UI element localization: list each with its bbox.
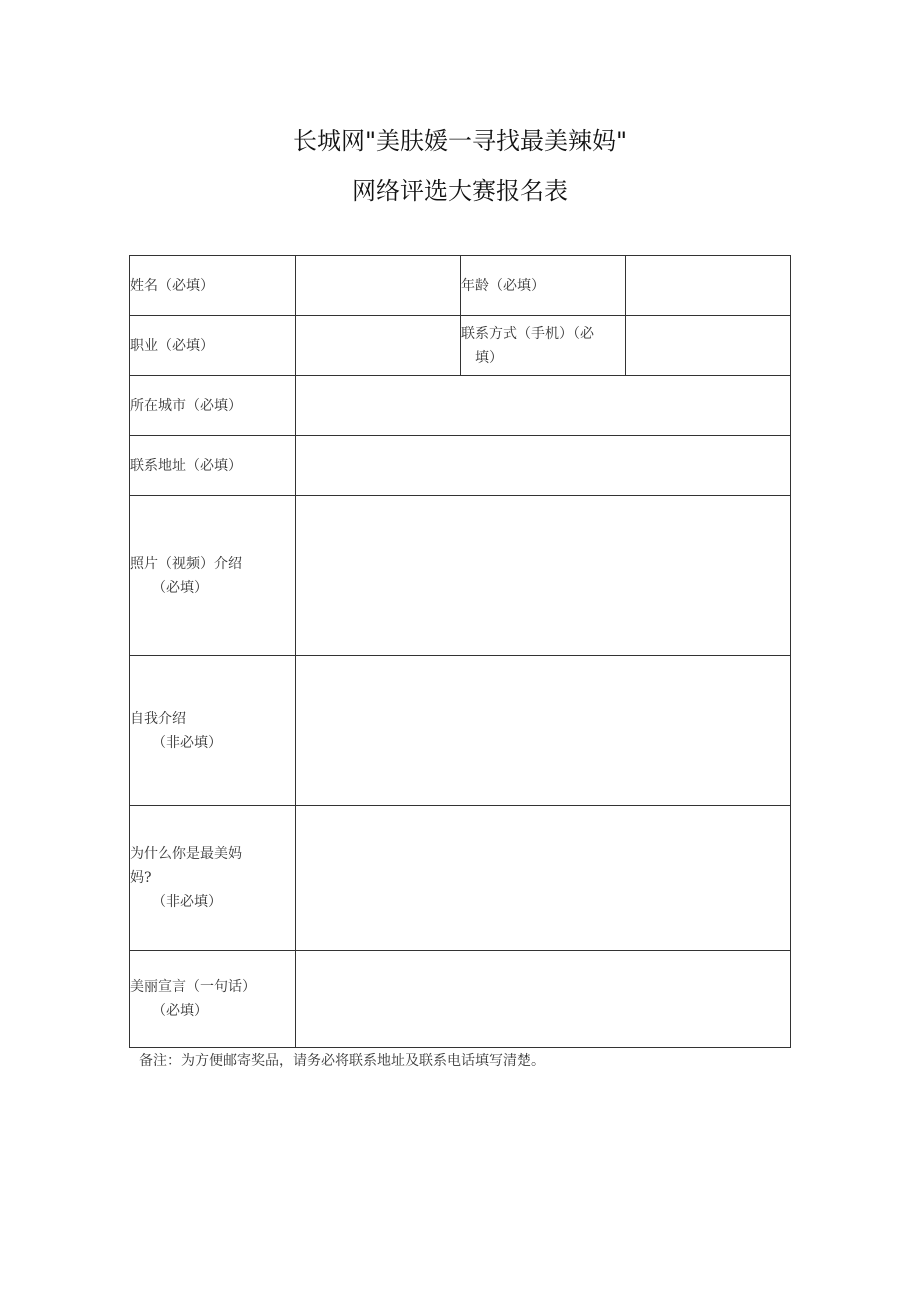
job-field[interactable] (296, 316, 461, 376)
photo-label-line2: （必填） (152, 579, 208, 596)
address-field[interactable] (296, 436, 791, 496)
intro-label-line1: 自我介绍 (130, 710, 186, 727)
slogan-label-line2: （必填） (152, 1003, 208, 1019)
form-title-line2: 网络评选大赛报名表 (352, 177, 568, 205)
why-label-line3: （非必填） (152, 894, 222, 910)
photo-field[interactable] (296, 496, 791, 656)
row-name-age (130, 256, 791, 316)
job-label: 职业（必填） (130, 316, 296, 376)
slogan-label-line1: 美丽宣言（一句话） (130, 979, 256, 995)
intro-field[interactable] (296, 656, 791, 806)
row-why (130, 806, 791, 951)
contact-label-line2: 填） (475, 349, 503, 366)
contact-field[interactable] (626, 316, 791, 376)
row-address (130, 436, 791, 496)
contact-label (461, 316, 626, 376)
name-label: 姓名（必填） (130, 256, 296, 316)
photo-label (130, 496, 296, 656)
why-field[interactable] (296, 806, 791, 951)
row-photo (130, 496, 791, 656)
footnote: 备注：为方便邮寄奖品，请务必将联系地址及联系电话填写清楚。 (139, 1053, 545, 1069)
city-field[interactable] (296, 376, 791, 436)
city-label: 所在城市（必填） (130, 376, 296, 436)
intro-label-line2: （非必填） (152, 734, 222, 751)
name-field[interactable] (296, 256, 461, 316)
why-label (130, 806, 296, 951)
why-label-line1: 为什么你是最美妈 (130, 846, 242, 862)
address-label: 联系地址（必填） (130, 436, 296, 496)
row-job-contact (130, 316, 791, 376)
why-label-line2: 妈? (130, 870, 152, 886)
age-label: 年龄（必填） (461, 256, 626, 316)
row-intro (130, 656, 791, 806)
contact-label-line1: 联系方式（手机）（必 (461, 325, 594, 342)
row-city (130, 376, 791, 436)
form-title-line1: 长城网"美肤媛一寻找最美辣妈" (292, 127, 628, 155)
slogan-label (130, 951, 296, 1048)
row-slogan (130, 951, 791, 1048)
intro-label (130, 656, 296, 806)
age-field[interactable] (626, 256, 791, 316)
registration-form-table (129, 255, 791, 1048)
slogan-field[interactable] (296, 951, 791, 1048)
photo-label-line1: 照片（视频）介绍 (130, 555, 242, 572)
